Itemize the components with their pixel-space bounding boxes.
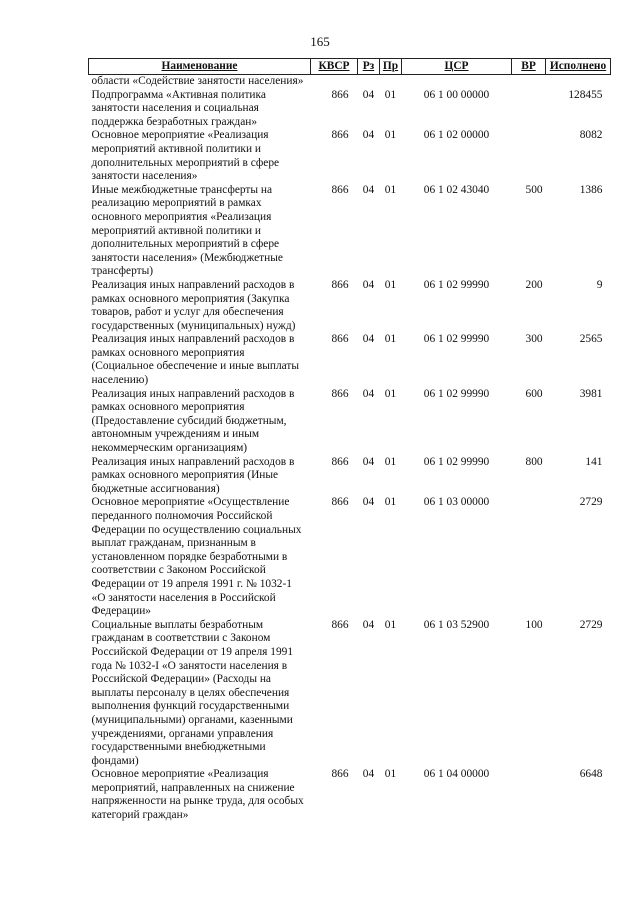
- table-row: [89, 89, 611, 130]
- cell-csr: 06 1 02 99990: [423, 455, 490, 468]
- cell-done: 141: [585, 455, 603, 468]
- cell-done: 2565: [579, 333, 603, 346]
- cell-kvsr: 866: [331, 455, 349, 468]
- cell-csr: 06 1 02 00000: [423, 129, 490, 142]
- cell-csr: 06 1 04 00000: [423, 768, 490, 781]
- cell-done: 2729: [579, 618, 603, 631]
- cell-kvsr: 866: [331, 88, 349, 101]
- table-row: [89, 619, 611, 769]
- cell-name: Основное мероприятие «Реализация мероприятий активной политики и дополнительных мероприятий в сфере занятости населения»: [91, 129, 280, 183]
- table-row: [89, 333, 611, 387]
- budget-table-container: [88, 58, 610, 823]
- page-number: 165: [310, 34, 330, 49]
- table-row: [89, 129, 611, 183]
- cell-pr: 01: [384, 333, 397, 346]
- cell-pr: 01: [384, 129, 397, 142]
- cell-vr: 500: [525, 183, 543, 196]
- cell-rz: 04: [362, 278, 375, 291]
- cell-csr: 06 1 03 00000: [423, 496, 490, 509]
- cell-kvsr: [311, 75, 358, 89]
- cell-rz: 04: [362, 618, 375, 631]
- cell-csr: 06 1 02 43040: [423, 183, 490, 196]
- cell-csr: 06 1 03 52900: [423, 618, 490, 631]
- cell-name: Реализация иных направлений расходов в рамках основного мероприятия (Иные бюджетные ассигнования): [91, 455, 295, 495]
- cell-vr: [512, 89, 546, 130]
- cell-pr: 01: [384, 183, 397, 196]
- table-row: [89, 279, 611, 333]
- header-pr: Пр: [380, 59, 402, 75]
- header-row: [89, 59, 611, 75]
- cell-kvsr: 866: [331, 183, 349, 196]
- cell-name: Подпрограмма «Активная политика занятости населения и социальная поддержка безработных граждан»: [91, 88, 266, 128]
- cell-name: Реализация иных направлений расходов в рамках основного мероприятия (Социальное обеспечение и иные выплаты населению): [91, 333, 300, 387]
- cell-csr: 06 1 02 99990: [423, 333, 490, 346]
- cell-rz: 04: [362, 333, 375, 346]
- cell-rz: 04: [362, 183, 375, 196]
- cell-done: 9: [596, 278, 603, 291]
- table-row: [89, 184, 611, 279]
- cell-name: Реализация иных направлений расходов в рамках основного мероприятия (Предоставление субсидий бюджетным, автономным учреждениям и иным некоммерческим организациям): [91, 387, 295, 455]
- cell-done: 8082: [579, 129, 603, 142]
- cell-done: 3981: [579, 387, 603, 400]
- cell-name: Иные межбюджетные трансферты на реализацию мероприятий в рамках основного мероприятия «Реализация мероприятий активной политики и дополнительных мероприятий в сфере занятости населения» (Межбюджетные трансферты): [91, 183, 283, 278]
- header-vr: ВР: [512, 59, 546, 75]
- cell-rz: 04: [362, 88, 375, 101]
- cell-kvsr: 866: [331, 768, 349, 781]
- header-done: Исполнено: [546, 59, 611, 75]
- cell-vr: 100: [525, 618, 543, 631]
- cell-kvsr: 866: [331, 618, 349, 631]
- table-row: [89, 456, 611, 497]
- table-body: [89, 75, 611, 823]
- cell-pr: 01: [384, 455, 397, 468]
- cell-kvsr: 866: [331, 496, 349, 509]
- cell-csr: 06 1 02 99990: [423, 278, 490, 291]
- cell-pr: 01: [384, 88, 397, 101]
- table-row: [89, 388, 611, 456]
- cell-name: Основное мероприятие «Реализация мероприятий, направленных на снижение напряженности на рынке труда, для особых категорий граждан»: [91, 768, 304, 822]
- cell-rz: [358, 75, 380, 89]
- cell-vr: 800: [525, 455, 543, 468]
- budget-table: [88, 58, 611, 823]
- cell-pr: 01: [384, 618, 397, 631]
- cell-rz: 04: [362, 496, 375, 509]
- header-kvsr: КВСР: [311, 59, 358, 75]
- cell-done: 128455: [568, 88, 603, 101]
- cell-vr: [512, 496, 546, 618]
- cell-done: 2729: [579, 496, 603, 509]
- table-header: [89, 59, 611, 75]
- cell-pr: 01: [384, 496, 397, 509]
- cell-done: 1386: [579, 183, 603, 196]
- cell-pr: 01: [384, 278, 397, 291]
- cell-vr: 600: [525, 387, 543, 400]
- header-csr: ЦСР: [402, 59, 512, 75]
- cell-rz: 04: [362, 455, 375, 468]
- table-row: [89, 768, 611, 822]
- cell-done: 6648: [579, 768, 603, 781]
- table-row: [89, 496, 611, 618]
- cell-rz: 04: [362, 768, 375, 781]
- cell-vr: [512, 768, 546, 822]
- header-rz: Рз: [358, 59, 380, 75]
- table-row: [89, 75, 611, 89]
- cell-pr: 01: [384, 768, 397, 781]
- cell-name: Основное мероприятие «Осуществление переданного полномочия Российской Федерации по осуществлению социальных выплат гражданам, признанным в установленном порядке безработными в соответствии с Законом Российской Федерации от 19 апреля 1991 г. № 1032-1 «О занятости населения в Российской Федерации»: [91, 496, 302, 618]
- cell-name: области «Содействие занятости населения»: [91, 75, 304, 87]
- cell-kvsr: 866: [331, 278, 349, 291]
- cell-name: Реализация иных направлений расходов в рамках основного мероприятия (Закупка товаров, работ и услуг для обеспечения государственных (муниципальных) нужд): [91, 278, 296, 332]
- cell-vr: [512, 129, 546, 183]
- cell-vr: [512, 75, 546, 89]
- header-name: Наименование: [89, 59, 311, 75]
- cell-pr: 01: [384, 387, 397, 400]
- cell-vr: 300: [525, 333, 543, 346]
- cell-csr: 06 1 00 00000: [423, 88, 490, 101]
- cell-rz: 04: [362, 129, 375, 142]
- cell-vr: 200: [525, 278, 543, 291]
- cell-kvsr: 866: [331, 333, 349, 346]
- cell-rz: 04: [362, 387, 375, 400]
- cell-name: Социальные выплаты безработным гражданам в соответствии с Законом Российской Федерации от 19 апреля 1991 года № 1032-I «О занятости населения в Российской Федерации» (Расходы на выплаты персоналу в целях обеспечения выполнения функций государственными (муниципальными) органами, казенными учреждениями, органами управления государственными внебюджетными фондами): [91, 618, 294, 767]
- cell-csr: 06 1 02 99990: [423, 387, 490, 400]
- cell-pr: [380, 75, 402, 89]
- cell-done: [546, 75, 611, 89]
- cell-kvsr: 866: [331, 387, 349, 400]
- cell-csr: [402, 75, 512, 89]
- cell-kvsr: 866: [331, 129, 349, 142]
